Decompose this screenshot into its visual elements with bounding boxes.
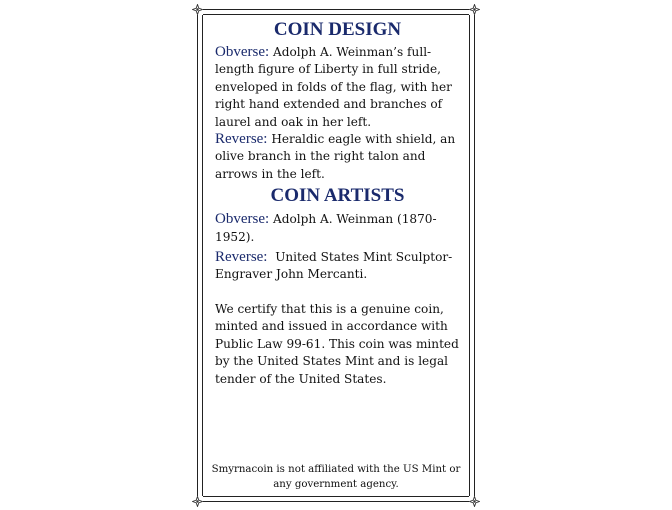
coin-design-heading: COIN DESIGN	[273, 19, 402, 40]
ornament-corner-icon	[469, 496, 480, 507]
artists-reverse-text: United States Mint Sculptor-Engraver John Mercanti.	[215, 250, 453, 282]
artists-obverse-term: Obverse:	[215, 211, 270, 228]
certification-paragraph: We certify that this is a genuine coin, minted and issued in accordance with Public Law 99-61. This coin was minted by the United States Mint and is legal tender of the United States.	[215, 301, 459, 386]
design-reverse-text: Heraldic eagle with shield, an olive branch in the right talon and arrows in the left.	[215, 132, 456, 181]
design-reverse-term: Reverse:	[215, 131, 268, 148]
disclaimer-text: Smyrnacoin is not affiliated with the US Mint or any government agency.	[211, 464, 461, 490]
artists-obverse-paragraph	[215, 211, 460, 246]
design-obverse-term: Obverse:	[215, 44, 270, 60]
ornament-corner-icon	[469, 4, 480, 15]
artists-reverse-term: Reverse:	[215, 249, 268, 266]
design-obverse-text: Adolph A. Weinman’s full-length figure of Liberty in full stride, enveloped in folds of the flag, with her right hand extended and branches of laurel and oak in her left.	[215, 45, 452, 129]
certificate-card	[197, 9, 475, 502]
artists-obverse-text: Adolph A. Weinman (1870-1952).	[215, 212, 437, 244]
ornament-corner-icon	[192, 496, 203, 507]
coin-artists-heading: COIN ARTISTS	[270, 185, 405, 207]
card-content	[215, 17, 460, 388]
design-reverse-paragraph	[215, 131, 460, 183]
ornament-corner-icon	[192, 4, 203, 15]
artists-reverse-paragraph	[215, 249, 460, 284]
design-obverse-paragraph	[215, 44, 460, 131]
